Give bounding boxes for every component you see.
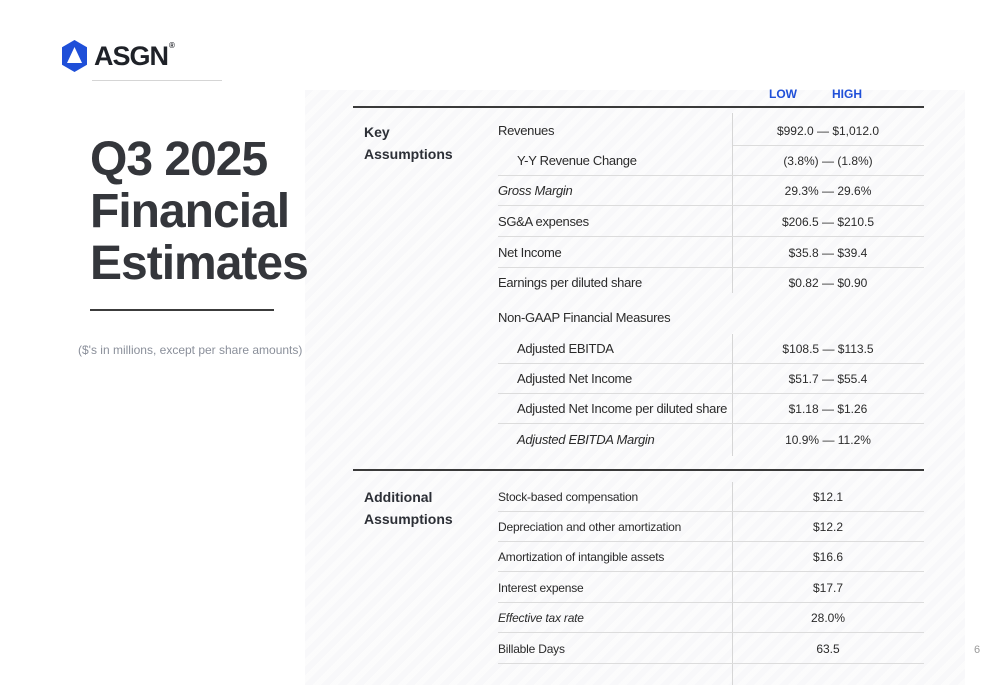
row-value: $1.18 — $1.26	[788, 402, 868, 416]
table-row	[498, 603, 924, 633]
title-divider	[90, 309, 274, 311]
row-label: Effective tax rate	[498, 611, 584, 625]
row-value: $992.0 — $1,012.0	[776, 124, 880, 138]
row-label: Interest expense	[498, 581, 584, 595]
table-row	[498, 176, 924, 206]
row-value: $108.5 — $113.5	[782, 342, 874, 356]
row-label: Net Income	[498, 245, 562, 260]
row-value: $206.5 — $210.5	[781, 215, 875, 229]
table-subheader	[498, 303, 924, 333]
title-line-3: Estimates	[90, 237, 308, 290]
row-value: 28.0%	[810, 611, 846, 625]
table-row	[498, 394, 924, 424]
additional-assumptions-label: Additional Assumptions	[364, 489, 453, 527]
row-value: $12.2	[812, 520, 844, 534]
key-assumptions-label: Key Assumptions	[364, 124, 453, 162]
row-label: Y-Y Revenue Change	[517, 153, 637, 168]
row-label: Amortization of intangible assets	[498, 550, 665, 564]
row-value: $35.8 — $39.4	[788, 246, 868, 260]
column-header-high: HIGH	[832, 87, 862, 101]
row-value: $17.7	[812, 581, 844, 595]
column-header-low: LOW	[769, 87, 797, 101]
row-label: SG&A expenses	[498, 214, 589, 229]
row-value: $51.7 — $55.4	[788, 372, 868, 386]
table-row	[498, 634, 924, 664]
page-title	[90, 134, 308, 290]
section-divider	[353, 469, 924, 471]
row-label: Gross Margin	[498, 183, 573, 198]
row-label: Adjusted Net Income per diluted share	[517, 401, 728, 416]
row-label: Adjusted Net Income	[517, 371, 632, 386]
table-top-rule	[353, 106, 924, 108]
table-row	[498, 542, 924, 572]
logo-wordmark: ASGN®	[94, 40, 174, 71]
row-value: 63.5	[816, 642, 840, 656]
row-label: Adjusted EBITDA	[517, 341, 614, 356]
table-row	[498, 238, 924, 268]
table-row	[498, 482, 924, 512]
logo-divider	[92, 80, 222, 81]
title-line-1: Q3 2025	[90, 133, 268, 186]
table-row	[498, 425, 924, 455]
table-row	[498, 207, 924, 237]
table-row	[498, 268, 924, 298]
row-value: $16.6	[812, 550, 844, 564]
table-row	[498, 334, 924, 364]
row-value: $0.82 — $0.90	[788, 276, 868, 290]
row-label: Billable Days	[498, 642, 565, 656]
units-note: ($'s in millions, except per share amounts)	[78, 343, 303, 357]
logo-icon	[60, 40, 89, 72]
row-label: Revenues	[498, 123, 555, 138]
asgn-logo	[60, 40, 174, 72]
row-label: Earnings per diluted share	[498, 275, 642, 290]
row-value: 10.9% — 11.2%	[785, 433, 871, 447]
table-row	[498, 146, 924, 176]
row-value: (3.8%) — (1.8%)	[783, 154, 873, 168]
row-label: Stock-based compensation	[498, 490, 638, 504]
title-line-2: Financial	[90, 185, 290, 238]
table-row	[498, 573, 924, 603]
table-row	[498, 116, 924, 146]
row-label: Depreciation and other amortization	[498, 520, 682, 534]
table-row	[498, 364, 924, 394]
row-label: Adjusted EBITDA Margin	[517, 432, 655, 447]
row-value: $12.1	[812, 490, 844, 504]
table-row	[498, 512, 924, 542]
subheader-label: Non-GAAP Financial Measures	[498, 310, 671, 325]
page-number: 6	[974, 644, 981, 656]
row-value: 29.3% — 29.6%	[784, 184, 872, 198]
